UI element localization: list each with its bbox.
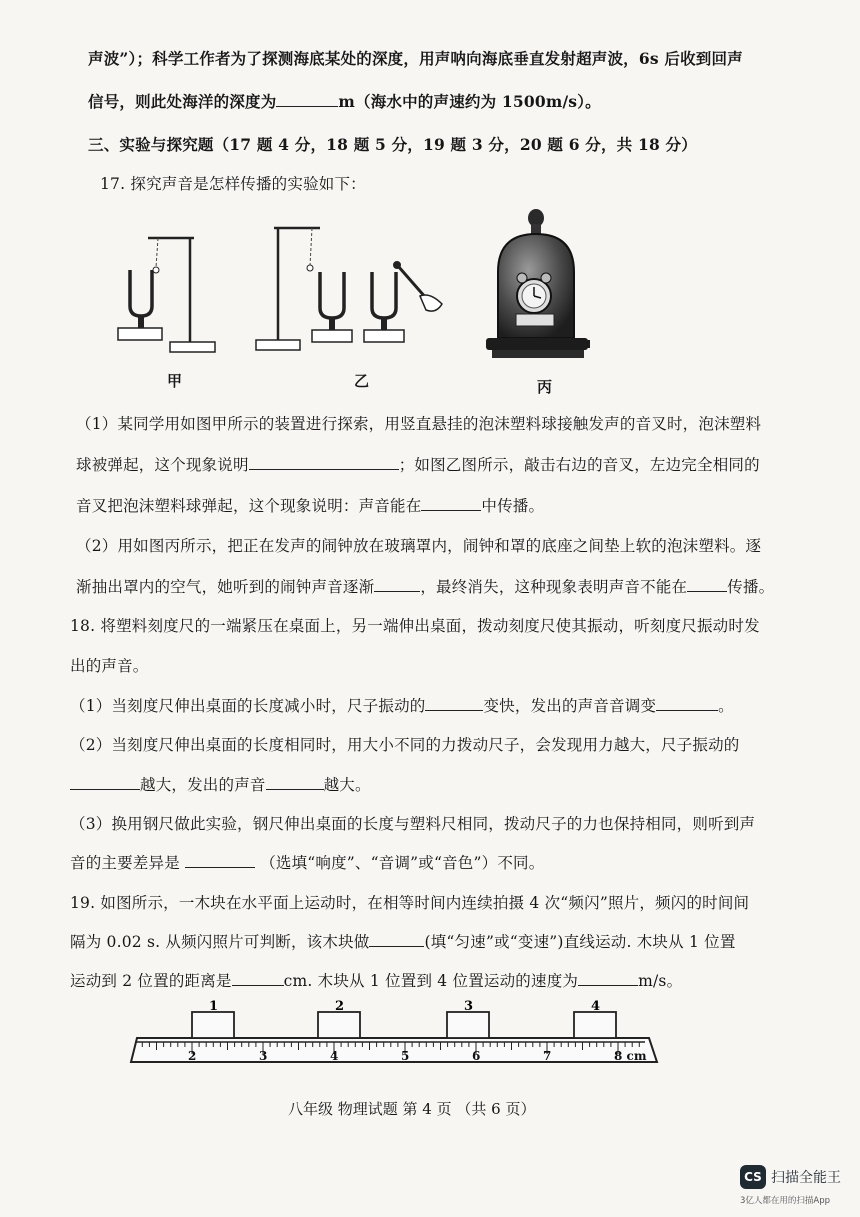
- block-position-label: 4: [591, 999, 601, 1014]
- scanner-logo: CS: [740, 1165, 766, 1189]
- ruler-tick-label: 2: [188, 1049, 197, 1063]
- page-footer: 八年级 物理试题 第 4 页 （共 6 页）: [288, 1100, 536, 1118]
- wooden-block: [318, 1012, 360, 1038]
- text-line: [70, 851, 544, 873]
- question-17: 17. 探究声音是怎样传播的实验如下：: [100, 175, 366, 193]
- section-heading: 三、实验与探究题（17 题 4 分，18 题 5 分，19 题 3 分，20 题 6 分，共 18 分）: [88, 135, 697, 154]
- scanner-tagline: 3亿人都在用的扫描App: [740, 1196, 831, 1206]
- answer-blank[interactable]: [232, 971, 284, 986]
- text-span: 渐抽出罩内的空气，她听到的闹钟声音逐渐: [76, 578, 375, 596]
- answer-blank[interactable]: [578, 971, 638, 986]
- text-line: （1）某同学用如图甲所示的装置进行探索，用竖直悬挂的泡沫塑料球接触发声的音叉时，泡沫塑料: [76, 415, 762, 433]
- text-span: ，最终消失，这种现象表明声音不能在: [420, 578, 688, 596]
- text-line: [76, 575, 774, 597]
- figure-bing-bell-jar: [484, 206, 594, 366]
- text-span: ；如图乙图所示，敲击右边的音叉，左边完全相同的: [398, 456, 760, 474]
- wooden-block: [574, 1012, 616, 1038]
- answer-blank[interactable]: [266, 775, 324, 790]
- text-span: 音叉把泡沫塑料球弹起，这个现象说明：声音能在: [76, 497, 422, 515]
- answer-blank[interactable]: [70, 775, 140, 790]
- text-line: [88, 90, 601, 112]
- text-span: （1）当刻度尺伸出桌面的长度减小时，尺子振动的: [70, 697, 426, 715]
- text-span: 传播。: [727, 578, 775, 596]
- text-line: （3）换用钢尺做此实验，钢尺伸出桌面的长度与塑料尺相同，拨动尺子的力也保持相同，则听到声: [70, 815, 756, 833]
- text-line: [70, 694, 734, 716]
- answer-blank[interactable]: [687, 577, 727, 592]
- text-span: 中传播。: [481, 497, 545, 515]
- figure-yi-two-tuning-forks: [250, 218, 450, 358]
- text-span: cm. 木块从 1 位置到 4 位置运动的速度为: [283, 972, 579, 990]
- text-span: 变快，发出的声音音调变: [483, 697, 657, 715]
- ruler-figure: [125, 999, 665, 1074]
- answer-blank[interactable]: [249, 455, 399, 470]
- text-line: （2）当刻度尺伸出桌面的长度相同时，用大小不同的力拨动尺子，会发现用力越大，尺子振动的: [70, 736, 740, 754]
- block-position-label: 1: [209, 999, 219, 1014]
- figure-label-yi: 乙: [354, 372, 370, 390]
- wooden-block: [447, 1012, 489, 1038]
- answer-blank[interactable]: [374, 577, 420, 592]
- ruler-tick-label: 4: [330, 1049, 339, 1063]
- text-span: 音的主要差异是: [70, 854, 180, 872]
- ruler-tick-label: 8 cm: [614, 1049, 647, 1063]
- text-line: [76, 453, 760, 475]
- text-span: 。: [718, 697, 734, 715]
- text-line: [76, 494, 544, 516]
- ruler-tick-label: 6: [472, 1049, 481, 1063]
- text-line: 声波”）；科学工作者为了探测海底某处的深度，用声呐向海底垂直发射超声波，6s 后收到回声: [88, 49, 743, 68]
- text-span: 信号，则此处海洋的深度为: [88, 92, 277, 111]
- text-span: （选填“响度”、“音调”或“音色”）不同。: [260, 854, 545, 872]
- text-span: 隔为 0.02 s. 从频闪照片可判断，该木块做: [70, 933, 370, 951]
- ruler-tick-label: 5: [401, 1049, 410, 1063]
- scanner-name: 扫描全能王: [771, 1170, 841, 1186]
- text-line: （2）用如图丙所示，把正在发声的闹钟放在玻璃罩内，闹钟和罩的底座之间垫上软的泡沫塑料。逐: [76, 537, 762, 555]
- answer-blank[interactable]: [425, 696, 483, 711]
- figure-jia-tuning-fork: [110, 220, 220, 360]
- ruler-tick-label: 7: [543, 1049, 552, 1063]
- ruler-tick-label: 3: [259, 1049, 268, 1063]
- block-position-label: 3: [464, 999, 474, 1014]
- answer-blank[interactable]: [185, 853, 255, 868]
- question-18: 18. 将塑料刻度尺的一端紧压在桌面上，另一端伸出桌面，拨动刻度尺使其振动，听刻度尺振动时发: [70, 617, 760, 635]
- text-span: 球被弹起，这个现象说明: [76, 456, 249, 474]
- answer-blank[interactable]: [421, 496, 481, 511]
- text-line: [70, 930, 736, 952]
- text-span: 运动到 2 位置的距离是: [70, 972, 232, 990]
- text-span: m（海水中的声速约为 1500m/s）。: [338, 92, 601, 111]
- wooden-block: [192, 1012, 234, 1038]
- text-span: (填“匀速”或“变速”)直线运动. 木块从 1 位置: [424, 933, 736, 951]
- answer-blank[interactable]: [276, 92, 338, 107]
- answer-blank[interactable]: [369, 932, 424, 947]
- text-line: 出的声音。: [70, 657, 149, 675]
- text-line: [70, 773, 371, 795]
- answer-blank[interactable]: [656, 696, 718, 711]
- question-19: 19. 如图所示，一木块在水平面上运动时，在相等时间内连续拍摄 4 次“频闪”照片，频闪的时间间: [70, 894, 750, 912]
- figure-label-bing: 丙: [537, 378, 553, 396]
- text-span: m/s。: [638, 972, 683, 990]
- text-line: [70, 969, 682, 991]
- text-span: 越大。: [323, 776, 371, 794]
- figure-label-jia: 甲: [167, 372, 183, 390]
- text-span: 越大，发出的声音: [140, 776, 266, 794]
- block-position-label: 2: [335, 999, 345, 1014]
